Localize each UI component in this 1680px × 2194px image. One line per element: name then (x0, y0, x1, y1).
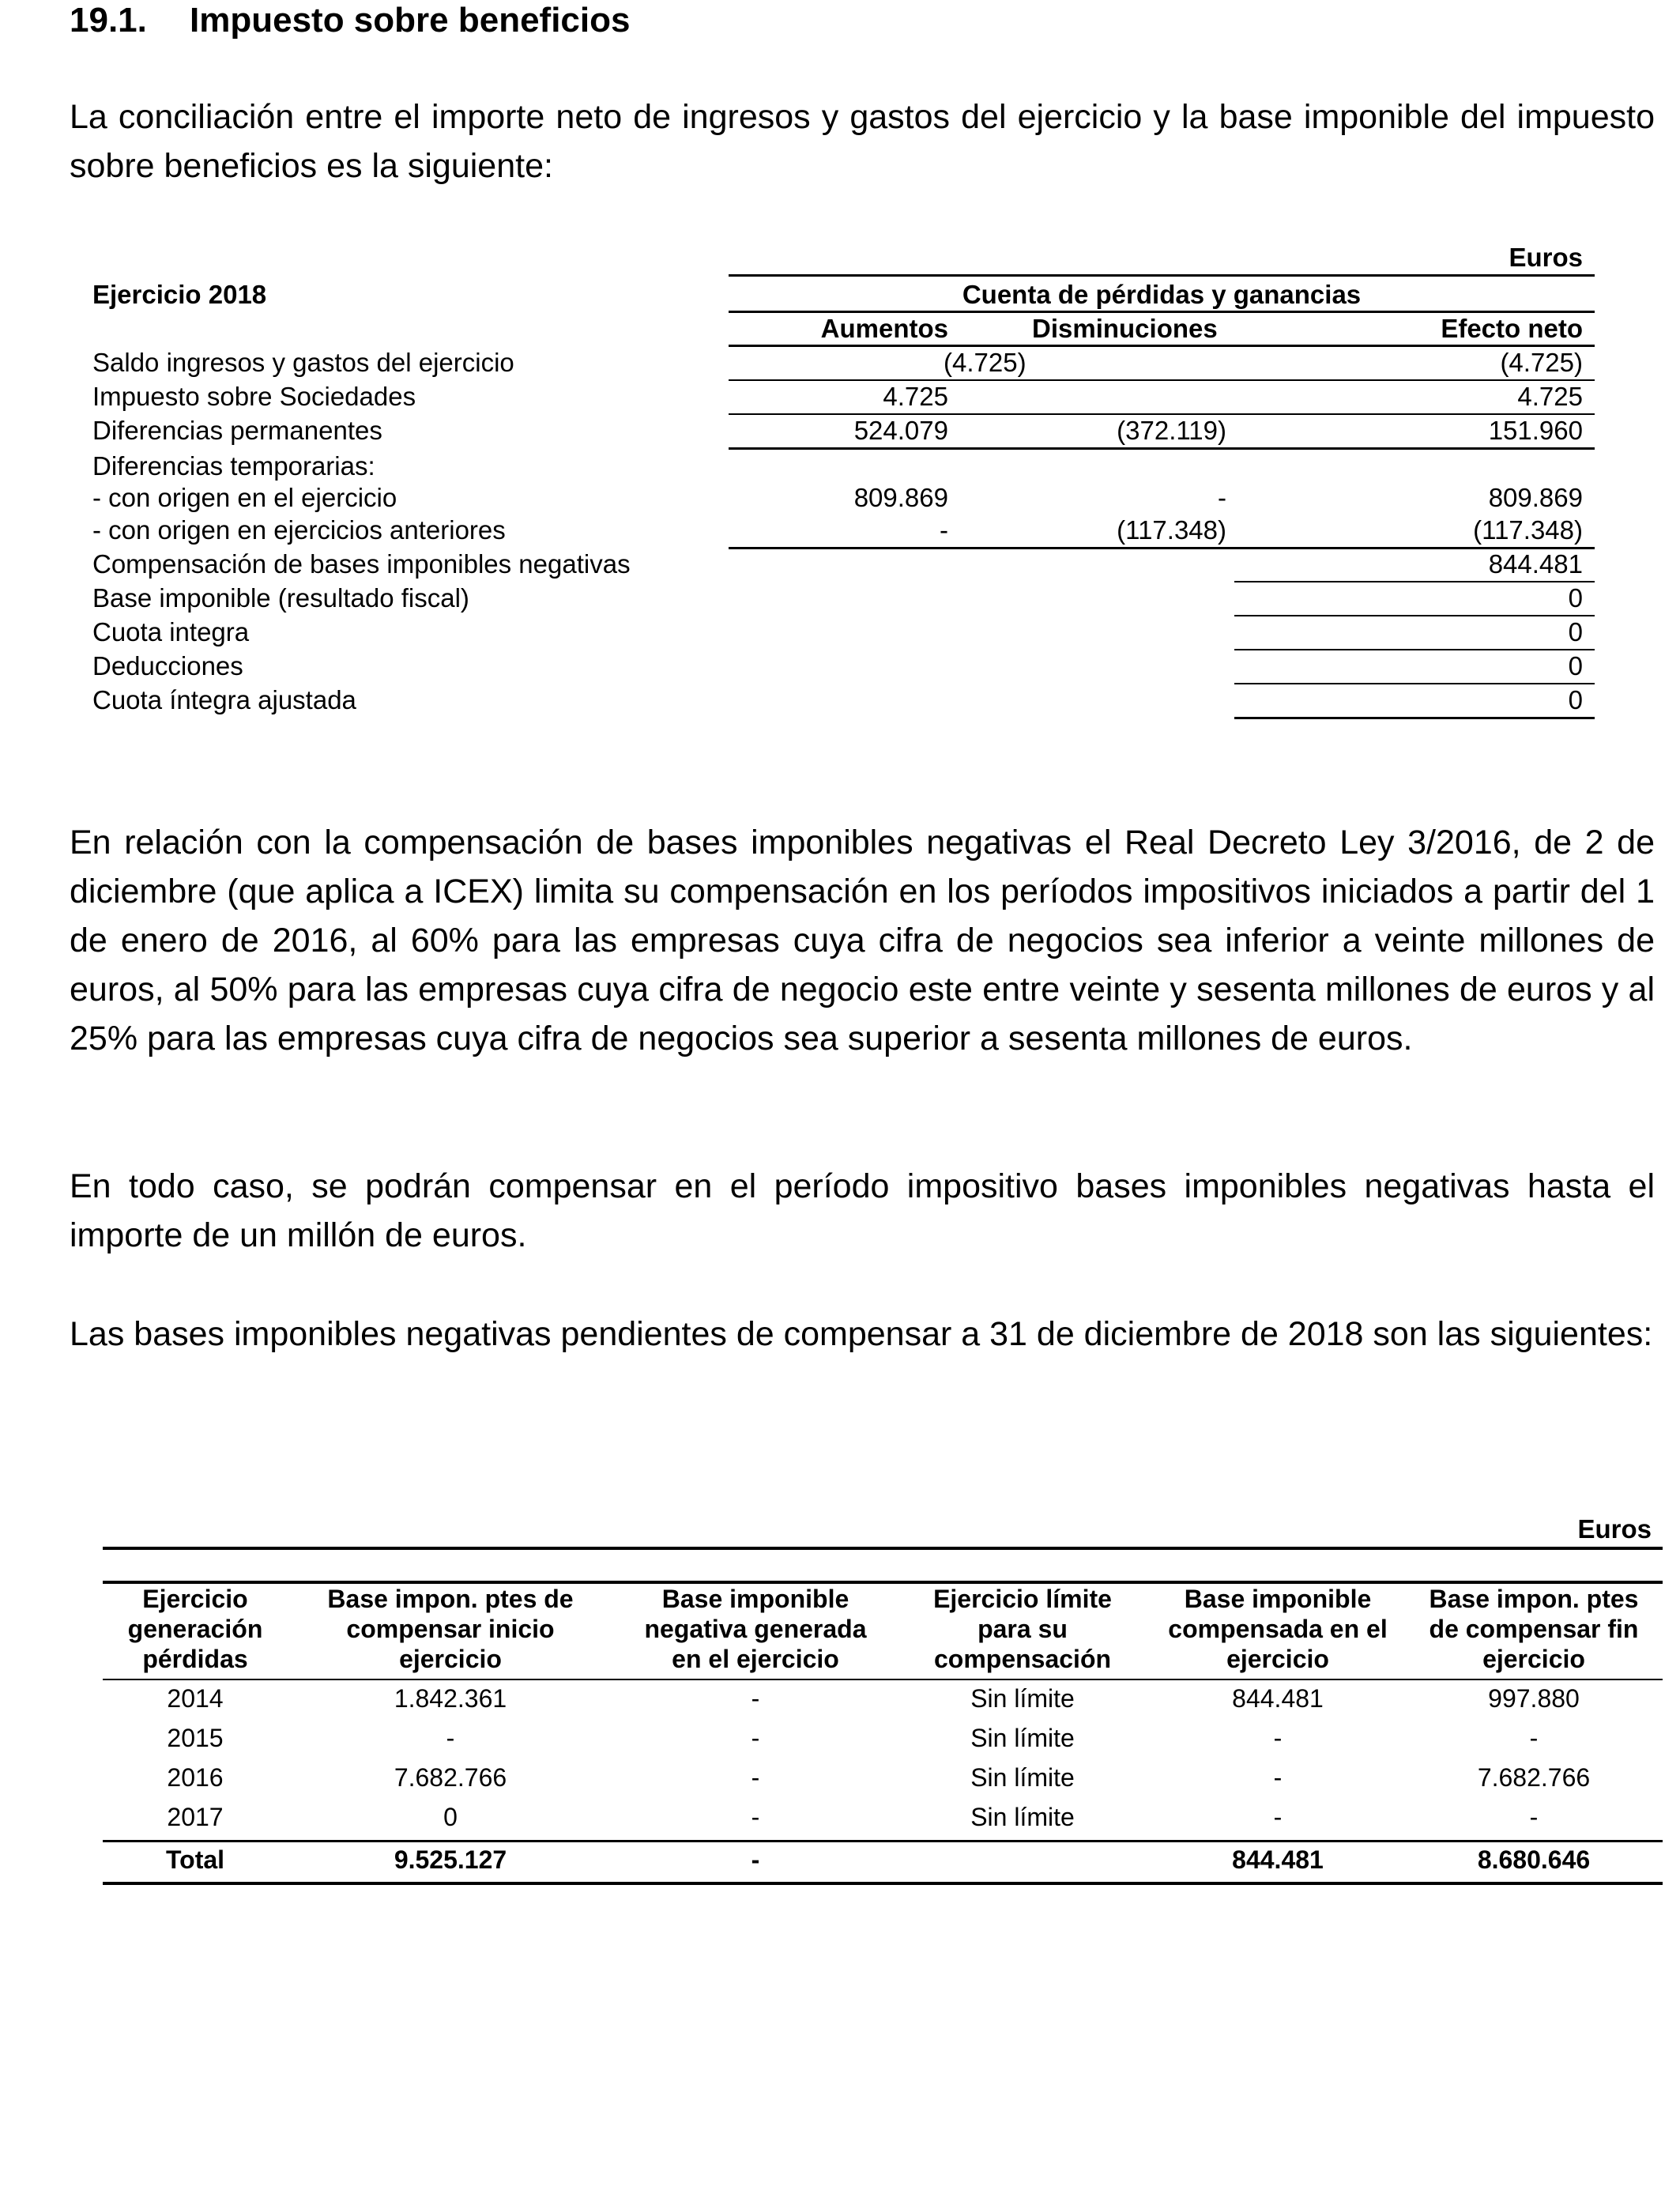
rule (729, 274, 1595, 277)
table-cell: 0 (443, 1803, 458, 1831)
row-efecto: 151.960 (1488, 416, 1583, 445)
table-cell: Sin límite (970, 1763, 1075, 1792)
row-label: Compensación de bases imponibles negativas (92, 549, 631, 579)
table-cell: 7.682.766 (1477, 1763, 1591, 1792)
body-paragraph: En todo caso, se podrán compensar en el período impositivo bases imponibles negativas hasta el importe de un millón de euros. (70, 1167, 1655, 1254)
table-cell: - (1529, 1803, 1539, 1831)
row-aumentos: 809.869 (853, 483, 948, 512)
row-label: Diferencias temporarias: (92, 451, 375, 481)
rule (1234, 683, 1595, 684)
header-line: de compensar fin (1429, 1615, 1639, 1643)
total-cell: 9.525.127 (394, 1845, 507, 1874)
currency-label: Euros (1577, 1514, 1652, 1544)
table-cell: Sin límite (970, 1724, 1075, 1752)
header-line: generación (127, 1615, 263, 1643)
row-label: - con origen en el ejercicio (92, 483, 397, 512)
row-efecto: 0 (1568, 685, 1583, 714)
rule (1234, 615, 1595, 616)
rule (103, 1840, 1663, 1842)
row-aumentos: - (940, 515, 948, 545)
header-line: Ejercicio límite (933, 1585, 1112, 1613)
row-efecto: (117.348) (1473, 515, 1583, 545)
header-line: en el ejercicio (672, 1645, 839, 1673)
row-efecto: 4.725 (1517, 382, 1583, 411)
row-efecto: 0 (1568, 651, 1583, 680)
section-heading (70, 0, 630, 41)
rule (729, 447, 1595, 450)
table-cell: - (751, 1763, 760, 1792)
table-cell: - (751, 1803, 760, 1831)
row-efecto: 809.869 (1488, 483, 1583, 512)
table-cell: - (1273, 1724, 1283, 1752)
table-cell: 2016 (167, 1763, 224, 1792)
row-aumentos: 524.079 (853, 416, 948, 445)
row-efecto: (4.725) (1500, 348, 1583, 377)
row-label: Deducciones (92, 651, 243, 680)
table-cell: - (1273, 1763, 1283, 1792)
header-line: para su (977, 1615, 1068, 1643)
table-cell: 2015 (167, 1724, 224, 1752)
header-compensada (1147, 1584, 1408, 1674)
row-efecto: 0 (1568, 617, 1583, 647)
row-aumentos: 4.725 (883, 382, 948, 411)
body-paragraph: Las bases imponibles negativas pendientes de compensar a 31 de diciembre de 2018 son las siguientes: (70, 1315, 1653, 1353)
header-line: Ejercicio (142, 1585, 248, 1613)
col-aumentos: Aumentos (820, 314, 948, 343)
header-line: ejercicio (399, 1645, 502, 1673)
row-efecto: 844.481 (1488, 549, 1583, 579)
body-paragraph: En relación con la compensación de bases imponibles negativas el Real Decreto Ley 3/2016, de 2 de diciembre (que aplica a ICEX) limita su compensación en los períodos impositivos iniciados a partir del 1 de enero de 2016, al 60% para las empresas cuya cifra de negocios sea inferior a veinte millones de euros, al 50% para las empresas cuya cifra de negocio este entre veinte y sesenta millones de euros y al 25% para las empresas cuya cifra de negocios sea superior a sesenta millones de euros. (70, 824, 1655, 1057)
header-line: Base impon. ptes (1429, 1585, 1639, 1613)
table-cell: - (751, 1684, 760, 1713)
row-label: Impuesto sobre Sociedades (92, 382, 416, 411)
rule (1234, 581, 1595, 582)
row-disminuciones: (372.119) (1117, 416, 1226, 445)
row-aumentos: (4.725) (944, 348, 1026, 377)
table-cell: 844.481 (1232, 1684, 1324, 1713)
header-line: compensar inicio (346, 1615, 555, 1643)
row-label: Cuota íntegra ajustada (92, 685, 356, 714)
period-label: Ejercicio 2018 (92, 280, 267, 309)
header-line: Base imponible (1184, 1585, 1372, 1613)
table-cell: Sin límite (970, 1803, 1075, 1831)
currency-label: Euros (1509, 243, 1583, 272)
total-label: Total (165, 1845, 225, 1874)
rule (103, 1679, 1663, 1680)
row-efecto: 0 (1568, 583, 1583, 613)
header-fin (1408, 1584, 1659, 1674)
row-disminuciones: (117.348) (1117, 515, 1226, 545)
header-line: ejercicio (1226, 1645, 1329, 1673)
header-line: pérdidas (142, 1645, 248, 1673)
header-limite (898, 1584, 1147, 1674)
row-label: Saldo ingresos y gastos del ejercicio (92, 348, 514, 377)
section-title: Impuesto sobre beneficios (190, 1, 631, 40)
col-efecto-neto: Efecto neto (1441, 314, 1583, 343)
row-disminuciones: - (1218, 483, 1226, 512)
section-number: 19.1. (70, 1, 147, 40)
table-cell: 2017 (167, 1803, 224, 1831)
rule (103, 1547, 1663, 1550)
table-cell: 2014 (167, 1684, 224, 1713)
rule (1234, 649, 1595, 650)
header-ejercicio (103, 1584, 288, 1674)
table-cell: - (1273, 1803, 1283, 1831)
header-inicio (288, 1584, 613, 1674)
table-cell: 997.880 (1488, 1684, 1580, 1713)
table-cell: - (1529, 1724, 1539, 1752)
header-line: compensación (933, 1645, 1112, 1673)
col-disminuciones: Disminuciones (1032, 314, 1218, 343)
header-line: ejercicio (1482, 1645, 1585, 1673)
rule (729, 547, 1595, 549)
group-header: Cuenta de pérdidas y ganancias (962, 280, 1362, 309)
total-cell: - (751, 1845, 760, 1874)
header-line: compensada en el (1168, 1615, 1388, 1643)
rule (729, 345, 1595, 347)
rule (729, 379, 1595, 381)
table-cell: - (446, 1724, 455, 1752)
table-cell: - (751, 1724, 760, 1752)
table-cell: 7.682.766 (394, 1763, 507, 1792)
header-generada (613, 1584, 898, 1674)
rule (1234, 717, 1595, 719)
intro-paragraph: La conciliación entre el importe neto de ingresos y gastos del ejercicio y la base imponible del impuesto sobre beneficios es la siguiente: (70, 98, 1655, 185)
row-label: Diferencias permanentes (92, 416, 382, 445)
total-cell: 844.481 (1232, 1845, 1324, 1874)
rule (103, 1882, 1663, 1885)
header-line: negativa generada (644, 1615, 867, 1643)
row-label: Cuota integra (92, 617, 250, 647)
table-cell: 1.842.361 (394, 1684, 507, 1713)
header-line: Base impon. ptes de (327, 1585, 574, 1613)
table-cell: Sin límite (970, 1684, 1075, 1713)
row-label: Base imponible (resultado fiscal) (92, 583, 469, 613)
total-cell: 8.680.646 (1477, 1845, 1591, 1874)
row-label: - con origen en ejercicios anteriores (92, 515, 506, 545)
header-line: Base imponible (661, 1585, 849, 1613)
